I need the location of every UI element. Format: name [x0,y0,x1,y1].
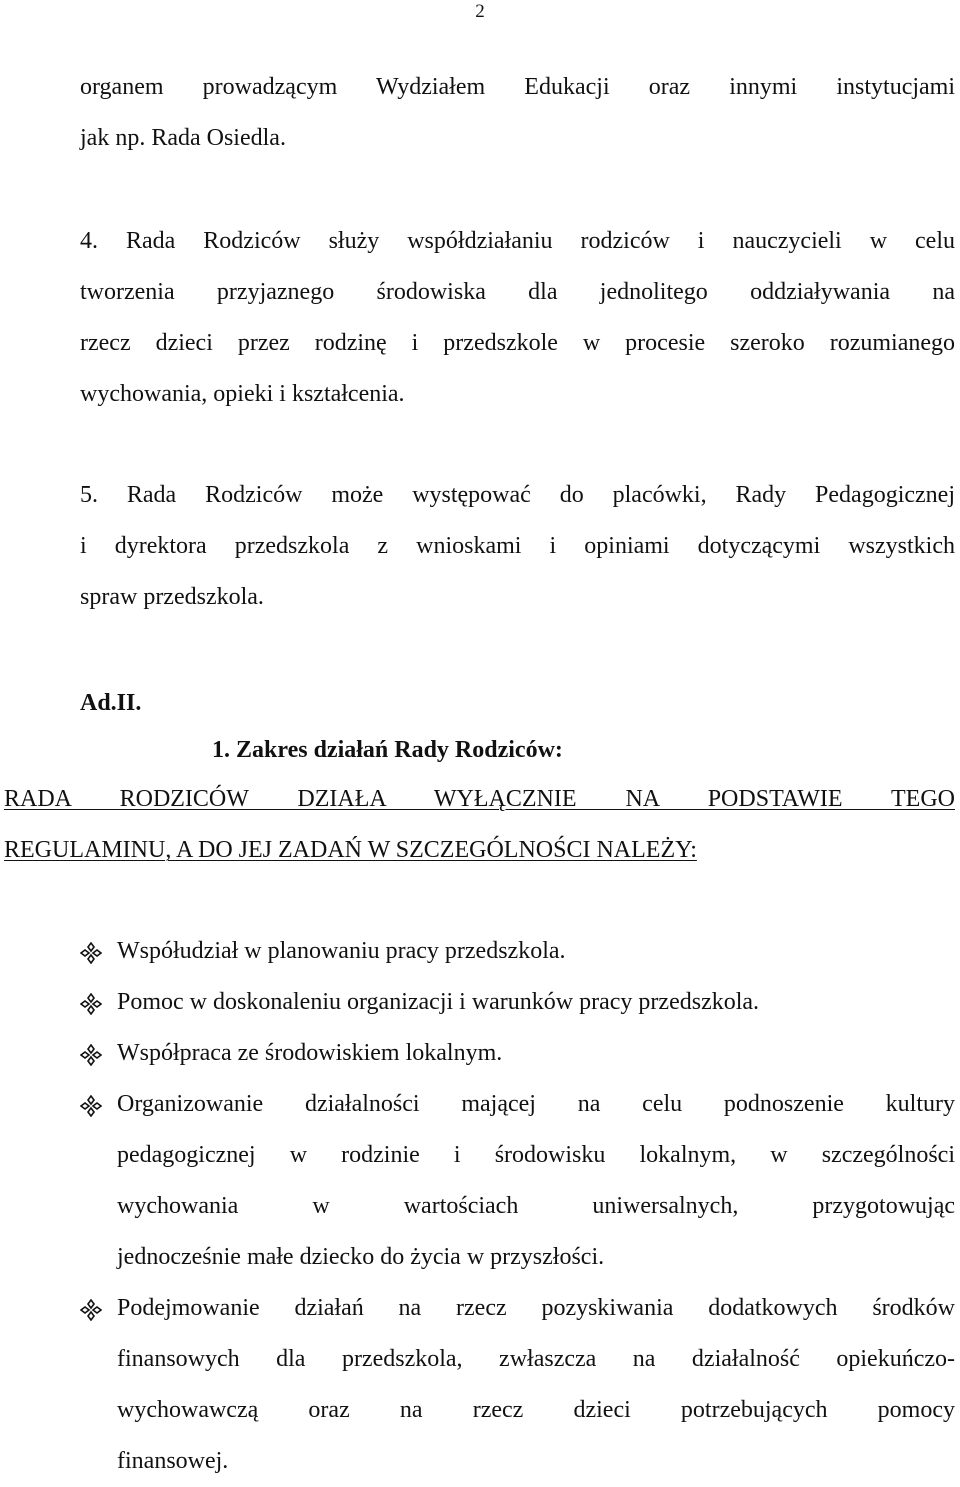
point-5-line: i dyrektora przedszkola z wnioskami i opiniami dotyczącymi wszystkich [80,533,955,559]
four-diamond-bullet-icon [80,942,102,964]
point-5-paragraph [80,470,955,623]
list-item [80,1028,955,1079]
list-item-text: pedagogicznej w rodzinie i środowisku lokalnym, w szczególności [117,1142,955,1168]
list-item-text: Pomoc w doskonaleniu organizacji i warunków pracy przedszkola. [117,989,760,1015]
list-item-text: wychowawczą oraz na rzecz dzieci potrzebujących pomocy [117,1397,955,1423]
caps-heading-line-1: RADA RODZICÓW DZIAŁA WYŁĄCZNIE NA PODSTAWIE TEGO [4,786,955,812]
caps-heading [4,774,955,876]
point-4-line: 4. Rada Rodziców służy współdziałaniu rodziców i nauczycieli w celu [80,228,955,254]
four-diamond-bullet-icon [80,1095,102,1117]
list-item-text: Podejmowanie działań na rzecz pozyskiwania dodatkowych środków [117,1295,955,1321]
list-item-text: Współudział w planowaniu pracy przedszkola. [117,938,566,964]
point-4-line: tworzenia przyjaznego środowiska dla jednolitego oddziaływania na [80,279,955,305]
list-item-text: wychowania w wartościach uniwersalnych, przygotowując [117,1193,955,1219]
list-item [80,1283,955,1487]
list-item [80,977,955,1028]
list-item [80,926,955,977]
point-5-line: 5. Rada Rodziców może występować do placówki, Rady Pedagogicznej [80,482,955,508]
point-4-paragraph [80,216,955,420]
point-4-line: rzecz dzieci przez rodzinę i przedszkole w procesie szeroko rozumianego [80,330,955,356]
list-item-text: Organizowanie działalności mającej na celu podnoszenie kultury [117,1091,955,1117]
intro-line: jak np. Rada Osiedla. [80,125,286,151]
list-item-text: jednocześnie małe dziecko do życia w przyszłości. [117,1244,605,1270]
list-item [80,1079,955,1283]
intro-paragraph [80,62,955,164]
caps-heading-line-2: REGULAMINU, A DO JEJ ZADAŃ W SZCZEGÓLNOŚCI NALEŻY: [4,837,697,863]
subsection-heading: 1. Zakres działań Rady Rodziców: [212,737,563,763]
list-item-text: finansowych dla przedszkola, zwłaszcza na działalność opiekuńczo- [117,1346,955,1372]
list-item-text: Współpraca ze środowiskiem lokalnym. [117,1040,503,1066]
list-item-text: finansowej. [117,1448,229,1474]
four-diamond-bullet-icon [80,1299,102,1321]
section-heading: Ad.II. [80,690,142,716]
intro-line: organem prowadzącym Wydziałem Edukacji oraz innymi instytucjami [80,74,955,100]
four-diamond-bullet-icon [80,1044,102,1066]
point-5-line: spraw przedszkola. [80,584,264,610]
point-4-line: wychowania, opieki i kształcenia. [80,381,405,407]
responsibilities-list [80,926,955,1487]
page-number: 2 [475,1,485,22]
four-diamond-bullet-icon [80,993,102,1015]
